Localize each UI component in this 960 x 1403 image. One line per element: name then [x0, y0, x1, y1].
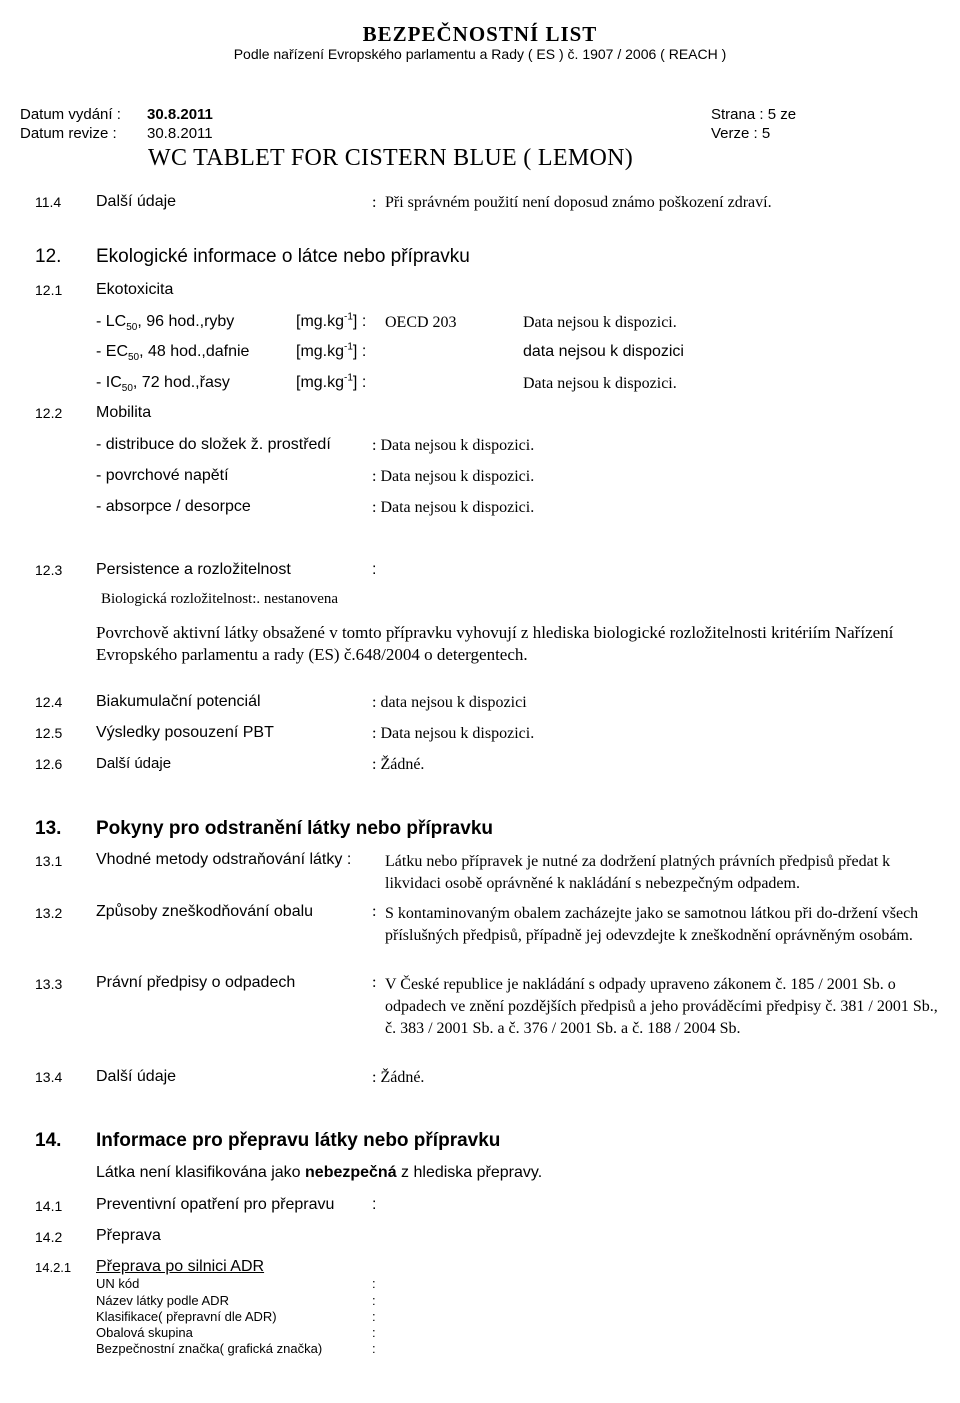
section-number: 13.3 [35, 976, 63, 992]
surfactant-paragraph: Povrchově aktivní látky obsažené v tomto přípravku vyhovují z hlediska biologické rozložitelnosti kritériím Nařízení Evropského parlamentu a rady (ES) č.648/2004 o detergentech. [96, 623, 894, 664]
section-number: 11.4 [35, 194, 62, 210]
section-label: Biakumulační potenciál [96, 693, 261, 710]
adr-row-label: Klasifikace( přepravní dle ADR) [96, 1309, 277, 1324]
ecotox-ic50-unit: $[mg.kg^{-1}]$ : [296, 372, 367, 391]
adr-row-label: UN kód [96, 1276, 140, 1291]
section-heading-number: 13. [35, 818, 62, 839]
adr-row-colon: : [372, 1325, 376, 1340]
page-number: Strana : 5 ze [711, 106, 797, 123]
section-label: Způsoby zneškodňování obalu [96, 903, 314, 920]
section-label: Mobilita [96, 404, 152, 421]
section-label: Persistence a rozložitelnost [96, 561, 291, 578]
adr-row-colon: : [372, 1341, 376, 1356]
section-heading-title: Informace pro přepravu látky nebo přípravku [96, 1130, 501, 1151]
ecotox-lc50-value: Data nejsou k dispozici. [523, 314, 677, 331]
section-label: Další údaje [96, 755, 172, 772]
section-label: Další údaje [96, 193, 177, 210]
colon: : [372, 974, 377, 991]
section-number: 14.2.1 [35, 1260, 72, 1275]
section-label: Přeprava po silnici ADR [96, 1258, 265, 1275]
section-number: 13.4 [35, 1069, 63, 1085]
section-value: : Data nejsou k dispozici. [372, 725, 535, 742]
ecotox-ic50-value: Data nejsou k dispozici. [523, 375, 677, 392]
section-value: V České republice je nakládání s odpady upraveno zákonem č. 185 / 2001 Sb. o odpadech ve znění pozdějších předpisů a jeho prováděcími předpisy č. 381 / 2001 Sb., č. 383 / 2001 Sb. a č. 376 / 2001 Sb. a č. 188 / 2004 Sb. [385, 976, 938, 1037]
ecotox-ec50-value: data nejsou k dispozici [523, 343, 684, 360]
ecotox-ec50-unit: $[mg.kg^{-1}]$ : [296, 341, 367, 360]
section-value: : Žádné. [372, 756, 425, 773]
mobility-absorption-label: - absorpce / desorpce [96, 498, 251, 515]
section-value: : data nejsou k dispozici [372, 694, 527, 711]
section-number: 12.4 [35, 694, 63, 710]
section-label: Preventivní opatření pro přepravu [96, 1196, 335, 1213]
section-number: 13.2 [35, 905, 63, 921]
section-value: Látku nebo přípravek je nutné za dodržení platných právních předpisů předat k likvidaci osobě oprávněné k nakládání s nebezpečným odpadem. [385, 853, 891, 892]
section-heading-title: Ekologické informace o látce nebo přípravku [96, 246, 470, 267]
adr-row-colon: : [372, 1293, 376, 1308]
ecotox-lc50-label: - $LC_{50}$, 96 hod.,ryby [96, 313, 235, 334]
ecotox-lc50-method: OECD 203 [385, 314, 457, 331]
section-number: 13.1 [35, 853, 63, 869]
issue-date-value: 30.8.2011 [147, 106, 213, 123]
biodegradability: Biologická rozložitelnost:. nestanovena [101, 591, 339, 607]
section-heading-number: 14. [35, 1130, 62, 1151]
document-title: BEZPEČNOSTNÍ LIST [362, 22, 598, 46]
section-number: 12.2 [35, 405, 63, 421]
transport-note: Látka není klasifikována jako nebezpečná z hlediska přepravy. [96, 1164, 543, 1181]
mobility-distribution-value: : Data nejsou k dispozici. [372, 437, 535, 454]
section-heading-number: 12. [35, 246, 62, 267]
ecotox-ec50-label: - $EC_{50}$, 48 hod.,dafnie [96, 343, 250, 364]
section-number: 12.6 [35, 756, 63, 772]
colon: : [372, 903, 377, 920]
colon: : [372, 194, 377, 211]
mobility-absorption-value: : Data nejsou k dispozici. [372, 499, 535, 516]
section-number: 14.2 [35, 1229, 63, 1245]
section-number: 14.1 [35, 1198, 63, 1214]
section-label: Další údaje [96, 1068, 177, 1085]
mobility-surface-tension-label: - povrchové napětí [96, 467, 229, 484]
adr-row-colon: : [372, 1276, 376, 1291]
adr-row-colon: : [372, 1309, 376, 1324]
section-label: Výsledky posouzení PBT [96, 724, 274, 741]
adr-row-label: Bezpečnostní značka( grafická značka) [96, 1341, 323, 1356]
revision-date-value: 30.8.2011 [147, 125, 213, 142]
section-number: 12.3 [35, 562, 63, 578]
version-number: Verze : 5 [711, 125, 771, 142]
adr-row-label: Obalová skupina [96, 1325, 193, 1340]
issue-date-label: Datum vydání : [20, 106, 121, 123]
section-number: 12.1 [35, 282, 63, 298]
document-subtitle: Podle nařízení Evropského parlamentu a Rady ( ES ) č. 1907 / 2006 ( REACH ) [233, 46, 727, 62]
section-value: : Žádné. [372, 1069, 425, 1086]
section-number: 12.5 [35, 725, 63, 741]
colon: : [372, 1196, 377, 1213]
section-label: Ekotoxicita [96, 281, 174, 298]
ecotox-lc50-unit: $[mg.kg^{-1}]$ : [296, 311, 367, 330]
section-value: S kontaminovaným obalem zacházejte jako se samotnou látkou při do-držení všech příslušných předpisů, případně jej odevzdejte k zneškodnění oprávněným osobám. [385, 905, 919, 944]
ecotox-ic50-label: - $IC_{50}$, 72 hod.,řasy [96, 374, 230, 395]
revision-date-label: Datum revize : [20, 125, 117, 142]
section-value: Při správném použití není doposud známo poškození zdraví. [385, 194, 772, 211]
section-label: Právní předpisy o odpadech [96, 974, 296, 991]
adr-row-label: Název látky podle ADR [96, 1293, 229, 1308]
section-heading-title: Pokyny pro odstranění látky nebo přípravku [96, 818, 493, 839]
section-label: Vhodné metody odstraňování látky : [96, 851, 352, 868]
product-name: WC TABLET FOR CISTERN BLUE ( LEMON) [148, 145, 634, 171]
mobility-surface-tension-value: : Data nejsou k dispozici. [372, 468, 535, 485]
mobility-distribution-label: - distribuce do složek ž. prostředí [96, 436, 331, 453]
section-label: Přeprava [96, 1227, 161, 1244]
colon: : [372, 561, 377, 578]
